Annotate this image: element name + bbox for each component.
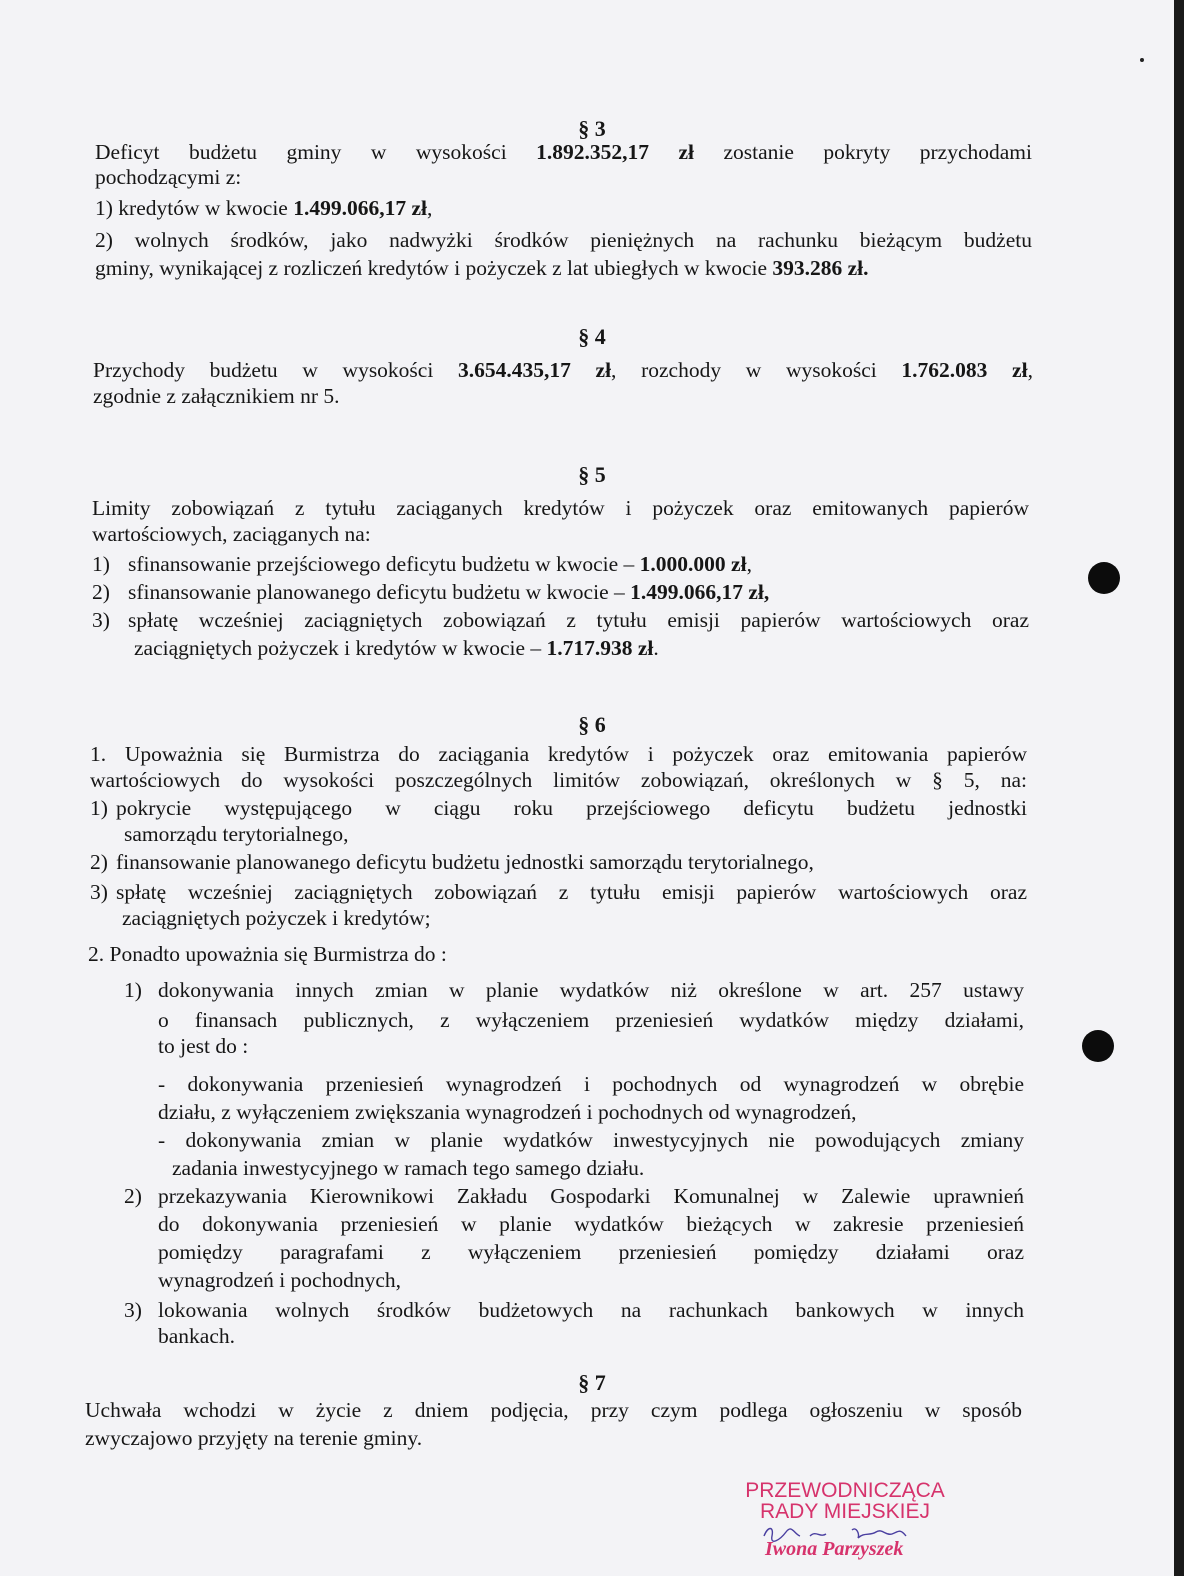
section-6-dash-2: - dokonywania zmian w planie wydatków inwestycyjnych nie powodujących zmiany	[158, 1128, 1024, 1152]
section-6-dash-1: - dokonywania przeniesień wynagrodzeń i pochodnych od wynagrodzeń w obrębie	[158, 1072, 1024, 1096]
section-6-sub-1-cont: o finansach publicznych, z wyłączeniem przeniesień wydatków między działami,	[158, 1008, 1024, 1032]
section-5-item-2: 2) sfinansowanie planowanego deficytu budżetu w kwocie – 1.499.066,17 zł,	[92, 580, 770, 604]
stamp-line-2: RADY MIEJSKIEJ	[760, 1500, 930, 1523]
section-6-p1-cont: wartościowych do wysokości poszczególnych limitów zobowiązań, określonych w § 5, na:	[90, 768, 1027, 792]
punch-hole	[1088, 562, 1120, 594]
section-6-sub-3: 3) lokowania wolnych środków budżetowych na rachunkach bankowych w innych	[124, 1298, 1024, 1322]
section-4-text-cont: zgodnie z załącznikiem nr 5.	[93, 384, 340, 408]
section-6-item-3-cont: zaciągniętych pożyczek i kredytów;	[122, 906, 431, 930]
section-6-item-1: 1) pokrycie występującego w ciągu roku przejściowego deficytu budżetu jednostki	[90, 796, 1027, 820]
section-3-intro-cont: pochodzącymi z:	[95, 165, 242, 189]
section-6-dash-1-cont: działu, z wyłączeniem zwiększania wynagrodzeń i pochodnych od wynagrodzeń,	[158, 1100, 857, 1124]
section-3-intro: Deficyt budżetu gminy w wysokości 1.892.352,17 zł zostanie pokryty przychodami	[95, 140, 1032, 164]
section-6-heading: § 6	[578, 712, 606, 737]
section-3-heading: § 3	[578, 116, 606, 141]
section-3-item-1: 1) kredytów w kwocie 1.499.066,17 zł,	[95, 196, 433, 220]
section-6-dash-2-cont: zadania inwestycyjnego w ramach tego samego działu.	[172, 1156, 645, 1180]
council-chair-stamp	[700, 1480, 990, 1522]
section-6-sub-2: 2) przekazywania Kierownikowi Zakładu Gospodarki Komunalnej w Zalewie uprawnień	[124, 1184, 1024, 1208]
section-4-heading: § 4	[578, 324, 606, 349]
section-6-sub-3-cont: bankach.	[158, 1324, 236, 1348]
section-5-heading: § 5	[578, 462, 606, 487]
section-6-p1: 1. Upoważnia się Burmistrza do zaciągania kredytów i pożyczek oraz emitowania papierów	[90, 742, 1027, 766]
punch-hole	[1082, 1030, 1114, 1062]
section-6-sub-1-cont2: to jest do :	[158, 1034, 249, 1058]
stamp-name: Iwona Parzyszek	[765, 1538, 904, 1560]
section-7-heading: § 7	[578, 1370, 606, 1395]
section-6-item-2: 2) finansowanie planowanego deficytu budżetu jednostki samorządu terytorialnego,	[90, 850, 814, 874]
section-5-intro-cont: wartościowych, zaciąganych na:	[92, 522, 371, 546]
section-6-sub-2-cont3: wynagrodzeń i pochodnych,	[158, 1268, 401, 1292]
section-5-item-3: 3) spłatę wcześniej zaciągniętych zobowiązań z tytułu emisji papierów wartościowych oraz	[92, 608, 1029, 632]
section-3-item-2-cont: gminy, wynikającej z rozliczeń kredytów i pożyczek z lat ubiegłych w kwocie 393.286 zł.	[95, 256, 869, 280]
section-4-text: Przychody budżetu w wysokości 3.654.435,17 zł, rozchody w wysokości 1.762.083 zł,	[93, 358, 1033, 382]
section-6-p2: 2. Ponadto upoważnia się Burmistrza do :	[88, 942, 447, 966]
section-6-item-3: 3) spłatę wcześniej zaciągniętych zobowiązań z tytułu emisji papierów wartościowych oraz	[90, 880, 1027, 904]
section-6-item-1-cont: samorządu terytorialnego,	[124, 822, 349, 846]
section-6-sub-2-cont2: pomiędzy paragrafami z wyłączeniem przeniesień pomiędzy działami oraz	[158, 1240, 1024, 1264]
section-5-item-1: 1) sfinansowanie przejściowego deficytu budżetu w kwocie – 1.000.000 zł,	[92, 552, 752, 576]
stamp-line-1: PRZEWODNICZĄCA	[745, 1479, 945, 1502]
section-7-text: Uchwała wchodzi w życie z dniem podjęcia, przy czym podlega ogłoszeniu w sposób	[85, 1398, 1022, 1422]
section-3-item-2: 2) wolnych środków, jako nadwyżki środków pieniężnych na rachunku bieżącym budżetu	[95, 228, 1032, 252]
section-5-item-3-cont: zaciągniętych pożyczek i kredytów w kwocie – 1.717.938 zł.	[134, 636, 659, 660]
section-6-sub-2-cont: do dokonywania przeniesień w planie wydatków bieżących w zakresie przeniesień	[158, 1212, 1024, 1236]
section-6-sub-1: 1) dokonywania innych zmian w planie wydatków niż określone w art. 257 ustawy	[124, 978, 1024, 1002]
section-5-intro: Limity zobowiązań z tytułu zaciąganych kredytów i pożyczek oraz emitowanych papierów	[92, 496, 1029, 520]
section-7-text-cont: zwyczajowo przyjęty na terenie gminy.	[85, 1426, 423, 1450]
